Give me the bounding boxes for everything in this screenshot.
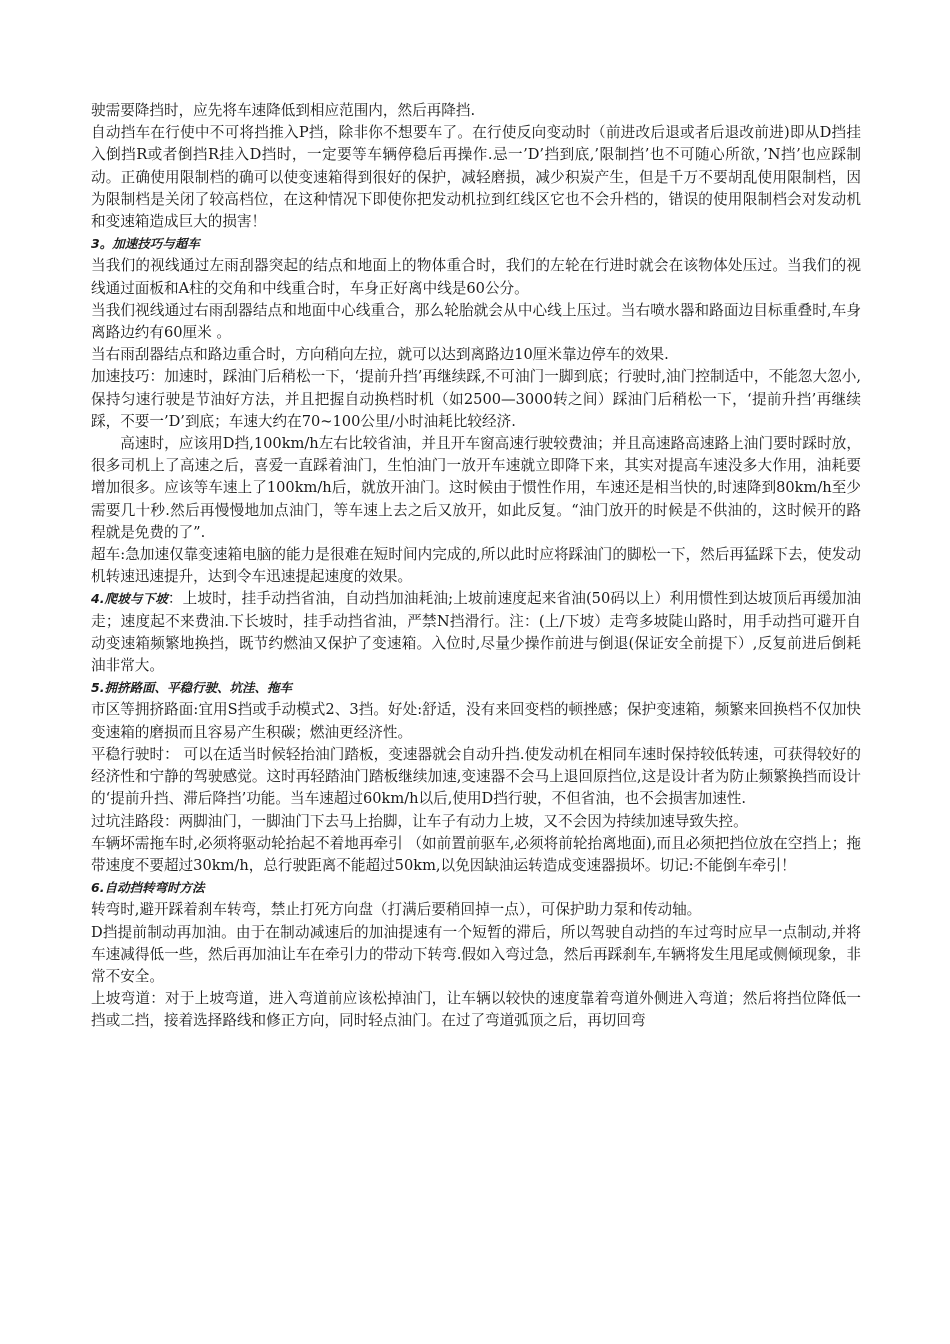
paragraph-left-wiper-sightline: 当我们的视线通过左雨刮器突起的结点和地面上的物体重合时，我们的左轮在行进时就会在该物体处压过。当我们的视线通过面板和A柱的交角和中线重合时，车身正好离中线是60公分。: [91, 257, 861, 297]
section-heading-acceleration: 3。加速技巧与超车: [91, 236, 200, 252]
section-heading-traffic-towing: 5.拥挤路面、平稳行驶、坑洼、拖车: [91, 680, 292, 696]
paragraph-right-wiper-sightline: 当我们视线通过右雨刮器结点和地面中心线重合，那么轮胎就会从中心线上压过。当右喷水器和路面边目标重叠时,车身离路边约有60厘米 。: [91, 301, 861, 342]
paragraph-overtaking: 超车:急加速仅靠变速箱电脑的能力是很难在短时间内完成的,所以此时应将踩油门的脚松一下，然后再猛踩下去，使发动机转速迅速提升，达到令车迅速提起速度的效果。: [91, 546, 861, 586]
paragraph-highway-driving: 高速时，应该用D挡,100km/h左右比较省油，并且开车窗高速行驶较费油；并且高速路高速路上油门要时踩时放，很多司机上了高速之后，喜爱一直踩着油门，生怕油门一放开车速就立即降下来，其实对提高车速没多大作用，油耗要增加很多。应该等车速上了100km/h后，就放开油门。这时候由于惯性作用，车速还是相当快的,时速降到80km/h至少需要几十秒.然后再慢慢地加点油门，等车速上去之后又放开，如此反复。“油门放开的时候是不供油的，这时候开的路程就是免费的了”.: [91, 435, 861, 541]
paragraph-d-gear-braking: D挡提前制动再加油。由于在制动减速后的加油提速有一个短暂的滞后，所以驾驶自动挡的车过弯时应早一点制动,并将车速减得低一些，然后再加油让车在牵引力的带动下转弯.假如入弯过急，然后再踩刹车,车辆将发生甩尾或侧倾现象，非常不安全。: [91, 923, 861, 985]
paragraph-roadside-parking: 当右雨刮器结点和路边重合时，方向稍向左拉，就可以达到离路边10厘米靠边停车的效果.: [91, 346, 669, 364]
paragraph-downshift-end: 驶需要降挡时，应先将车速降低到相应范围内，然后再降挡.: [91, 102, 476, 119]
paragraph-potholes: 过坑洼路段：两脚油门，一脚油门下去马上抬脚，让车子有动力上坡，又不会因为持续加速导致失控。: [91, 812, 748, 830]
paragraph-uphill-curve: 上坡弯道：对于上坡弯道，进入弯道前应该松掉油门，让车辆以较快的速度靠着弯道外侧进入弯道；然后将挡位降低一挡或二挡，接着选择路线和修正方向，同时轻点油门。在过了弯道弧顶之后，再切回弯: [91, 990, 861, 1030]
paragraph-p-gear-and-limit-gear: 自动挡车在行使中不可将挡推入P挡，除非你不想要车了。在行使反向变动时（前进改后退或者后退改前进)即从D挡挂入倒挡R或者倒挡R挂入D挡时，一定要等车辆停稳后再操作.忌一’D’挡到底,’限制挡’也不可随心所欲，’N挡’也应踩制动。正确使用限制档的确可以使变速箱得到很好的保护，减轻磨损，减少积炭产生，但是千万不要胡乱使用限制档，因为限制档是关闭了较高档位，在这种情况下即使你把发动机拉到红线区它也不会升档的，错误的使用限制档会对发动机和变速箱造成巨大的损害！: [91, 124, 861, 231]
paragraph-smooth-driving: 平稳行驶时： 可以在适当时候轻抬油门踏板，变速器就会自动升挡.使发动机在相同车速时保持较低转速，可获得较好的经济性和宁静的驾驶感觉。这时再轻踏油门踏板继续加速,变速器不会马上退回原挡位,这是设计者为防止频繁换挡而设计的‘提前升挡、滞后降挡’功能。当车速超过60km/h以后,使用D挡行驶，不但省油，也不会损害加速性.: [91, 745, 861, 808]
paragraph-towing: 车辆坏需拖车时,必须将驱动轮抬起不着地再牵引 （如前置前驱车,必须将前轮抬离地面),而且必须把挡位放在空挡上；拖带速度不要超过30km/h，总行驶距离不能超过50km,以免因缺油运转造成变速器损坏。切记:不能倒车牵引！: [91, 834, 861, 874]
section-heading-uphill-downhill: 4.爬坡与下坡: [91, 591, 168, 607]
section-heading-turning: 6.自动挡转弯时方法: [91, 880, 205, 896]
document-page: [91, 100, 861, 1033]
paragraph-uphill-downhill: [91, 588, 861, 677]
paragraph-turning: 转弯时,避开踩着刹车转弯，禁止打死方向盘（打满后要稍回掉一点），可保护助力泵和传动轴。: [91, 901, 702, 919]
paragraph-uphill-downhill-body: ：上坡时，挂手动挡省油，自动挡加油耗油;上坡前速度起来省油(50码以上）利用惯性到达坡顶后再缓加油走；速度起不来费油.下长坡时，挂手动挡省油，严禁N挡滑行。注：(上/下坡）走弯多坡陡山路时，用手动挡可避开自动变速箱频繁地换挡，既节约燃油又保护了变速箱。入位时,尽量少操作前进与倒退(保证安全前提下）,反复前进后倒耗油非常大。: [91, 590, 861, 675]
paragraph-acceleration-tips: 加速技巧：加速时，踩油门后稍松一下，‘提前升挡’再继续踩,不可油门一脚到底；行驶时,油门控制适中，不能忽大忽小,保持匀速行驶是节油好方法，并且把握自动换档时机（如2500—3000转之间）踩油门后稍松一下，‘提前升挡’再继续踩，不要一’D’到底；车速大约在70~100公里/小时油耗比较经济.: [91, 368, 861, 430]
paragraph-congested-roads: 市区等拥挤路面:宜用S挡或手动模式2、3挡。好处:舒适，没有来回变档的顿挫感；保护变速箱，频繁来回换档不仅加快变速箱的磨损而且容易产生积碳；燃油更经济性。: [91, 701, 861, 741]
